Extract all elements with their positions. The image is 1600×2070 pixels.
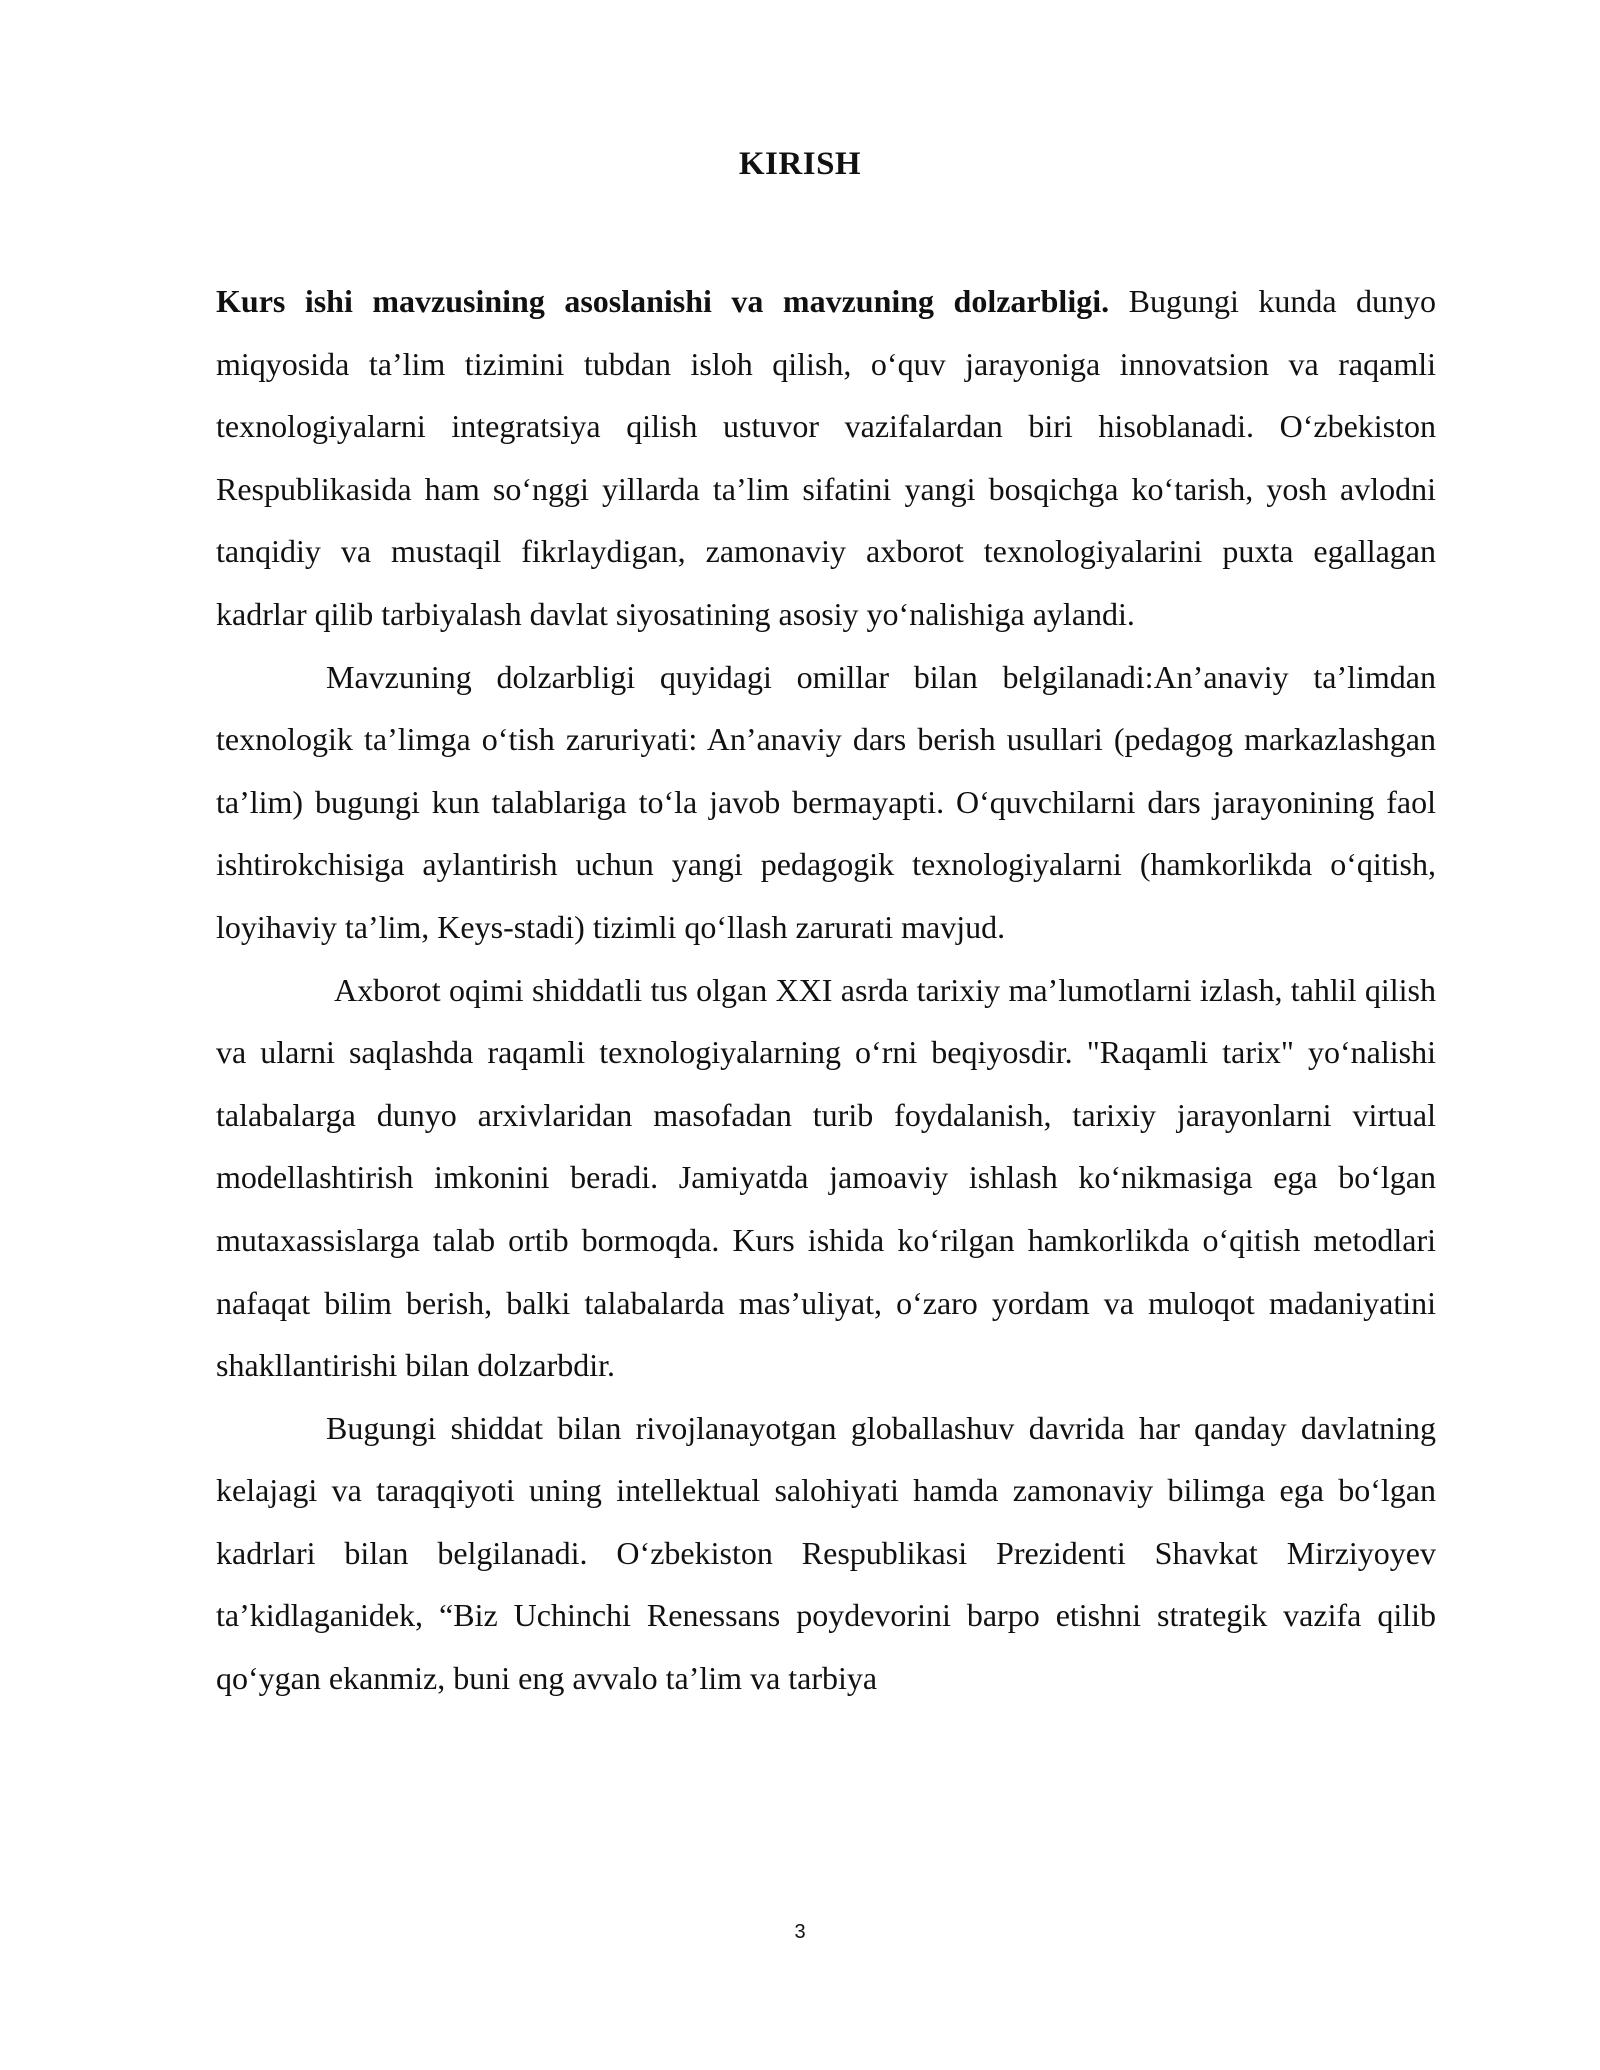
document-body	[216, 270, 1436, 1710]
paragraph-1	[216, 270, 1436, 646]
page-title: KIRISH	[738, 146, 862, 182]
paragraph-4: Bugungi shiddat bilan rivojlanayotgan globallashuv davrida har qanday davlatning kelajagi va taraqqiyoti uning intellektual salohiyati hamda zamonaviy bilimga ega bo‘lgan kadrlari bilan belgilanadi. O‘zbekiston Respublikasi Prezidenti Shavkat Mirziyoyev ta’kidlaganidek, “Biz Uchinchi Renessans poydevorini barpo etishni strategik vazifa qilib qo‘ygan ekanmiz, buni eng avvalo ta’lim va tarbiya	[216, 1409, 1436, 1697]
paragraph-1-text: Bugungi kunda dunyo miqyosida ta’lim tizimini tubdan isloh qilish, o‘quv jarayoniga innovatsion va raqamli texnologiyalarni integratsiya qilish ustuvor vazifalardan biri hisoblanadi. O‘zbekiston Respublikasida ham so‘nggi yillarda ta’lim sifatini yangi bosqichga ko‘tarish, yosh avlodni tanqidiy va mustaqil fikrlaydigan, zamonaviy axborot texnologiyalarini puxta egallagan kadrlar qilib tarbiyalash davlat siyosatining asosiy yo‘nalishiga aylandi.	[216, 283, 1437, 632]
page-number: 3	[794, 1921, 806, 1943]
paragraph-3: Axborot oqimi shiddatli tus olgan XXI asrda tarixiy ma’lumotlarni izlash, tahlil qilish va ularni saqlashda raqamli texnologiyalarning o‘rni beqiyosdir. "Raqamli tarix" yo‘nalishi talabalarga dunyo arxivlaridan masofadan turib foydalanish, tarixiy jarayonlarni virtual modellashtirish imkonini beradi. Jamiyatda jamoaviy ishlash ko‘nikmasiga ega bo‘lgan mutaxassislarga talab ortib bormoqda. Kurs ishida ko‘rilgan hamkorlikda o‘qitish metodlari nafaqat bilim berish, balki talabalarda mas’uliyat, o‘zaro yordam va muloqot madaniyatini shakllantirishi bilan dolzarbdir.	[216, 971, 1436, 1384]
paragraph-2: Mavzuning dolzarbligi quyidagi omillar bilan belgilanadi:An’anaviy ta’limdan texnologik ta’limga o‘tish zaruriyati: An’anaviy dars berish usullari (pedagog markazlashgan ta’lim) bugungi kun talablariga to‘la javob bermayapti. O‘quvchilarni dars jarayonining faol ishtirokchisiga aylantirish uchun yangi pedagogik texnologiyalarni (hamkorlikda o‘qitish, loyihaviy ta’lim, Keys-stadi) tizimli qo‘llash zarurati mavjud.	[216, 658, 1436, 945]
paragraph-lead-heading: Kurs ishi mavzusining asoslanishi va mavzuning dolzarbligi.	[216, 283, 1110, 319]
